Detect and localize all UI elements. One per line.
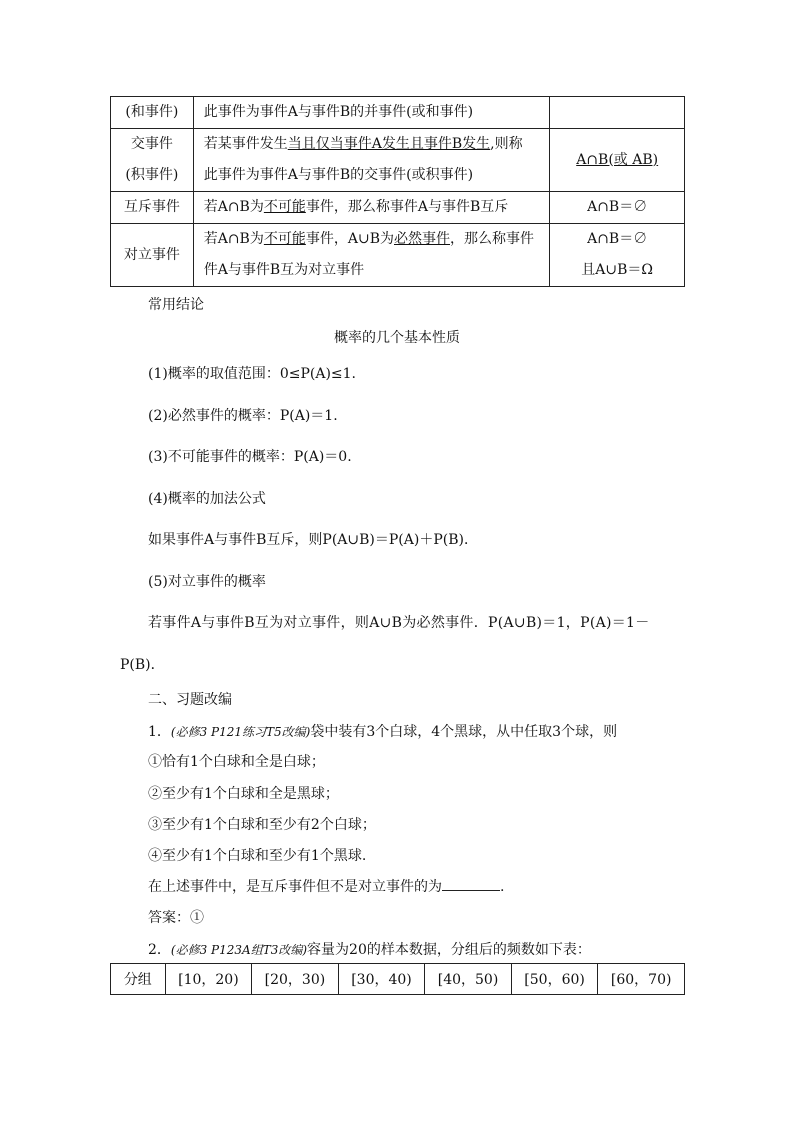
option-4: ④至少有1个白球和至少有1个黑球. [148, 848, 367, 864]
property-2: (2)必然事件的概率：P(A)＝1. [148, 408, 338, 424]
conclusion-label: 常用结论 [148, 297, 204, 313]
table-header-cell: [50，60) [511, 964, 598, 995]
table-header-cell: [10，20) [165, 964, 252, 995]
option-2: ②至少有1个白球和全是黑球； [148, 786, 339, 802]
property-1: (1)概率的取值范围：0≤P(A)≤1. [148, 366, 357, 382]
property-3: (3)不可能事件的概率：P(A)＝0. [148, 449, 352, 465]
question-2: 2．(必修3 P123A组T3改编)容量为20的样本数据，分组后的频数如下表： [148, 942, 591, 958]
question-1-prompt: 在上述事件中，是互斥事件但不是对立事件的为 . [148, 876, 504, 896]
table-cell: 对立事件 [111, 224, 194, 287]
table-row [111, 129, 685, 192]
table-cell: A∩B＝∅ 且A∪B＝Ω [550, 224, 685, 287]
table-row [111, 97, 685, 129]
option-3: ③至少有1个白球和至少有2个白球； [148, 817, 376, 833]
option-1: ①恰有1个白球和全是白球； [148, 754, 325, 770]
table-header-cell: 分组 [111, 964, 166, 995]
table-cell: 若A∩B为不可能事件，那么称事件A与事件B互斥 [193, 192, 550, 224]
table-cell [550, 97, 685, 129]
frequency-table [110, 963, 685, 995]
section-2-title: 二、习题改编 [148, 692, 232, 708]
table-row [111, 224, 685, 287]
property-5: (5)对立事件的概率 [148, 574, 266, 590]
table-cell: 此事件为事件A与事件B的并事件(或和事件) [193, 97, 550, 129]
property-4-formula: 如果事件A与事件B互斥，则P(A∪B)＝P(A)＋P(B)． [148, 532, 478, 548]
section-title: 概率的几个基本性质 [334, 330, 460, 346]
answer-blank [442, 876, 500, 891]
property-5-formula: 若事件A与事件B互为对立事件，则A∪B为必然事件．P(A∪B)＝1，P(A)＝1－ [148, 615, 650, 631]
question-1-answer: 答案：① [148, 910, 204, 926]
table-cell: 互斥事件 [111, 192, 194, 224]
table-header-cell: [30，40) [338, 964, 425, 995]
table-cell: (和事件) [111, 97, 194, 129]
table-header-cell: [40，50) [425, 964, 512, 995]
table-cell: A∩B(或 AB) [550, 129, 685, 192]
property-5-formula-cont: P(B)． [120, 657, 165, 673]
table-cell: A∩B＝∅ [550, 192, 685, 224]
property-4: (4)概率的加法公式 [148, 491, 266, 507]
table-cell: 交事件 (积事件) [111, 129, 194, 192]
table-header-cell: [20，30) [252, 964, 339, 995]
table-header-cell: [60，70) [598, 964, 685, 995]
table-row [111, 964, 685, 995]
table-row [111, 192, 685, 224]
table-cell: 若A∩B为不可能事件，A∪B为必然事件，那么称事件 件A与事件B互为对立事件 [193, 224, 550, 287]
event-relations-table [110, 96, 685, 287]
table-cell: 若某事件发生当且仅当事件A发生且事件B发生,则称 此事件为事件A与事件B的交事件(或积事件) [193, 129, 550, 192]
question-1: 1．(必修3 P121练习T5改编)袋中装有3个白球，4个黑球，从中任取3个球，则 [148, 724, 618, 740]
